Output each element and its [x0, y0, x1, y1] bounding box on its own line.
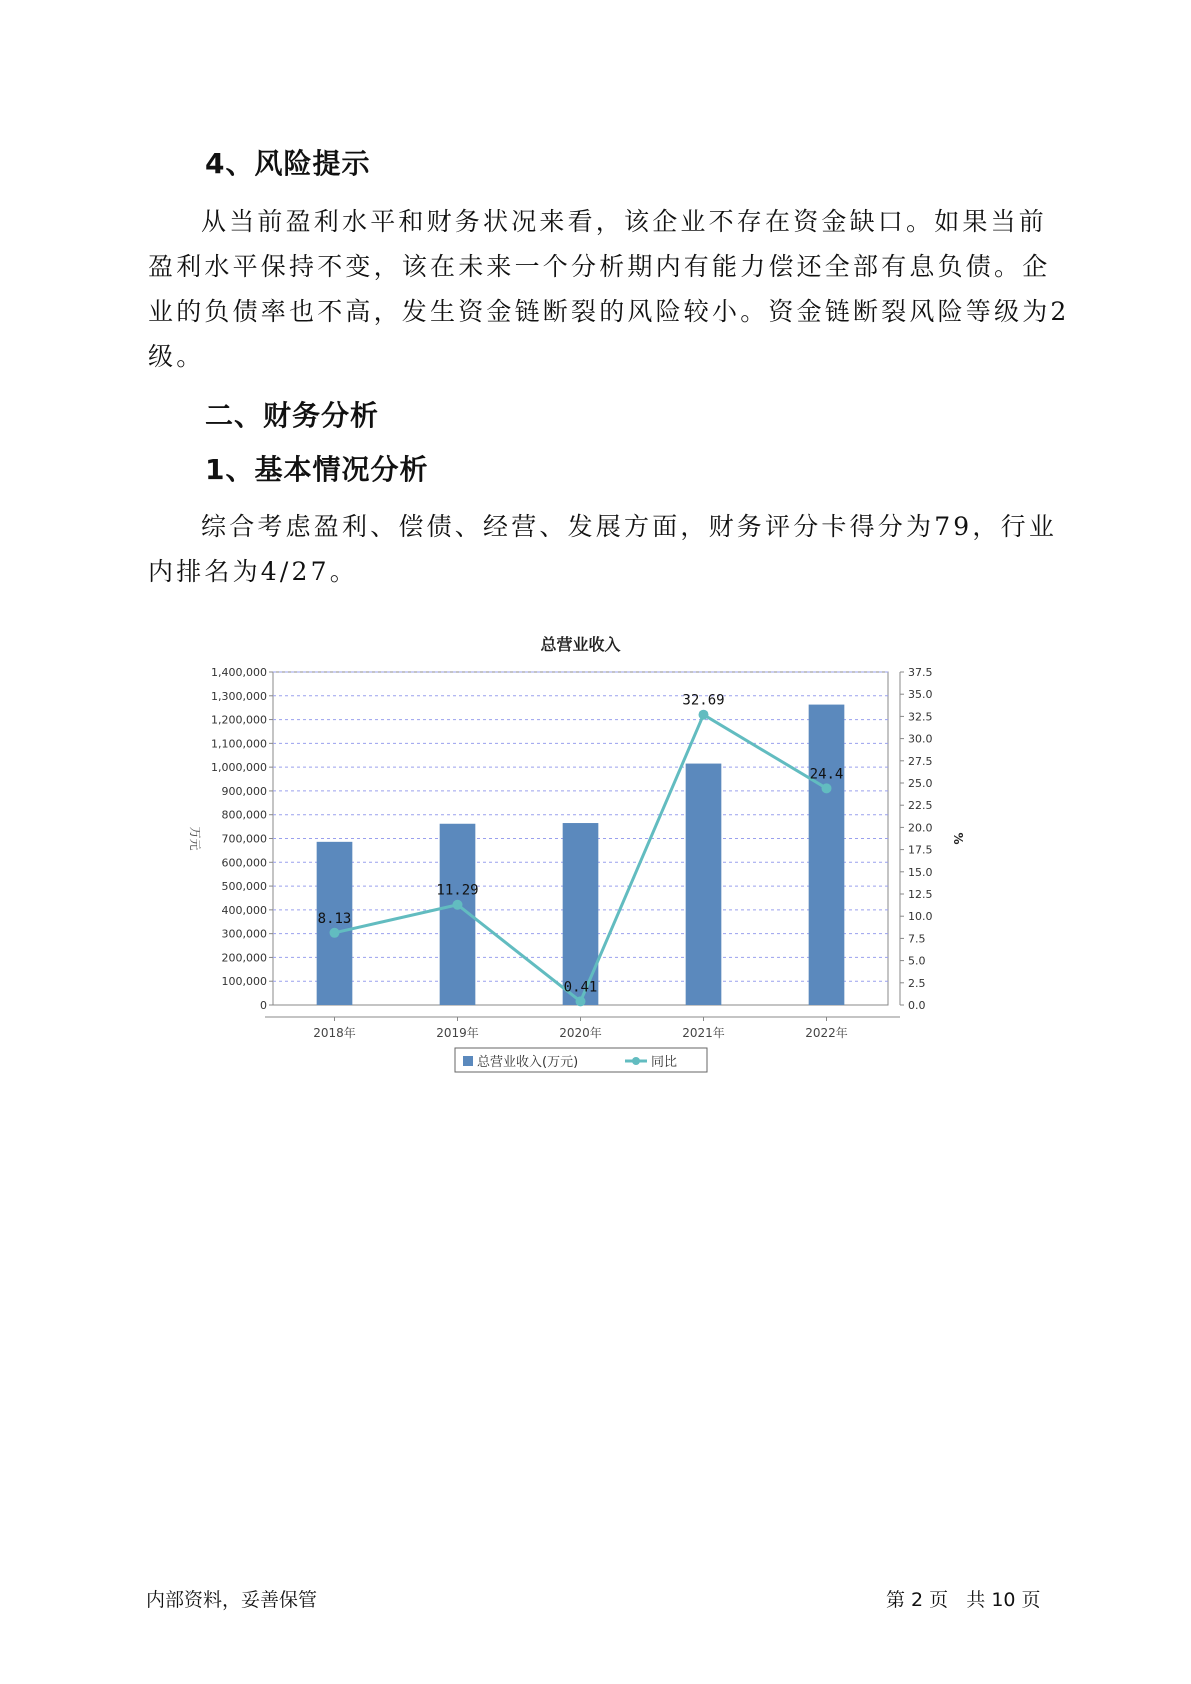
- y-right-tick-label: 37.5: [908, 666, 933, 679]
- y-right-tick-label: 35.0: [908, 688, 933, 702]
- y-left-tick-label: 300,000: [221, 927, 267, 941]
- x-tick-label: 2019年: [436, 1026, 479, 1040]
- revenue-chart-svg: [183, 620, 963, 1080]
- basic-analysis-line: 综合考虑盈利、偿债、经营、发展方面，财务评分卡得分为79，行业: [201, 512, 1058, 541]
- risk-paragraph-line: 盈利水平保持不变，该在未来一个分析期内有能力偿还全部有息负债。企: [148, 252, 1051, 281]
- y-left-axis-label: 万元: [188, 826, 202, 851]
- yoy-data-label: 24.4: [809, 766, 844, 783]
- legend-line-label: 同比: [651, 1055, 678, 1070]
- basic-analysis-heading: 1、基本情况分析: [205, 453, 429, 486]
- revenue-bar: [686, 764, 722, 1005]
- revenue-bar: [809, 705, 845, 1005]
- x-tick-label: 2022年: [805, 1026, 848, 1040]
- y-right-tick-label: 25.0: [908, 777, 933, 790]
- y-left-tick-label: 1,300,000: [211, 689, 267, 703]
- y-left-tick-label: 400,000: [221, 903, 267, 917]
- risk-paragraph-line: 级。: [148, 342, 205, 371]
- yoy-data-label: 8.13: [317, 910, 352, 927]
- y-left-tick-label: 600,000: [221, 856, 267, 870]
- yoy-point: [330, 928, 340, 938]
- y-left-tick-label: 100,000: [221, 975, 267, 989]
- y-right-tick-label: 17.5: [908, 843, 933, 857]
- y-right-tick-label: 15.0: [908, 865, 933, 879]
- legend-bar-label: 总营业收入(万元): [477, 1055, 579, 1070]
- y-right-tick-label: 5.0: [908, 954, 926, 968]
- yoy-point: [576, 996, 586, 1006]
- y-right-axis-label: %: [951, 832, 965, 845]
- chart-title: 总营业收入: [540, 635, 621, 654]
- revenue-bar: [563, 823, 599, 1005]
- y-left-tick-label: 1,000,000: [211, 761, 267, 775]
- y-left-tick-label: 200,000: [221, 951, 267, 965]
- legend-line-marker: [632, 1057, 640, 1065]
- y-right-tick-label: 0.0: [908, 999, 926, 1012]
- y-left-tick-label: 500,000: [221, 880, 267, 894]
- risk-paragraph-line: 业的负债率也不高，发生资金链断裂的风险较小。资金链断裂风险等级为2: [148, 297, 1070, 326]
- y-left-tick-label: 900,000: [221, 784, 267, 798]
- y-right-tick-label: 7.5: [908, 932, 926, 946]
- yoy-point: [822, 783, 832, 793]
- x-tick-label: 2021年: [682, 1026, 725, 1040]
- basic-analysis-paragraph: [148, 504, 1058, 594]
- risk-paragraph: [148, 199, 1070, 379]
- y-right-tick-label: 22.5: [908, 799, 933, 813]
- footer-confidential: 内部资料，妥善保管: [146, 1589, 318, 1611]
- yoy-point: [699, 710, 709, 720]
- risk-paragraph-line: 从当前盈利水平和财务状况来看，该企业不存在资金缺口。如果当前: [201, 207, 1048, 236]
- y-left-tick-label: 1,200,000: [211, 713, 267, 727]
- y-left-tick-label: 800,000: [221, 808, 267, 822]
- basic-analysis-line: 内排名为4/27。: [148, 557, 358, 586]
- y-right-tick-label: 27.5: [908, 754, 933, 768]
- yoy-data-label: 32.69: [682, 692, 725, 709]
- y-left-tick-label: 1,400,000: [211, 666, 267, 679]
- y-right-tick-label: 32.5: [908, 710, 933, 724]
- y-right-tick-label: 30.0: [908, 732, 933, 746]
- yoy-data-label: 11.29: [436, 882, 479, 899]
- y-right-tick-label: 2.5: [908, 976, 926, 990]
- y-right-tick-label: 20.0: [908, 821, 933, 835]
- x-tick-label: 2018年: [313, 1026, 356, 1040]
- yoy-data-label: 0.41: [563, 979, 598, 996]
- y-left-tick-label: 700,000: [221, 832, 267, 846]
- y-left-tick-label: 0: [260, 999, 267, 1012]
- revenue-chart: [183, 620, 963, 1080]
- y-right-tick-label: 10.0: [908, 910, 933, 924]
- y-left-tick-label: 1,100,000: [211, 737, 267, 751]
- risk-heading: 4、风险提示: [205, 147, 371, 180]
- y-right-tick-label: 12.5: [908, 888, 933, 901]
- footer-page-number: 第 2 页 共 10 页: [886, 1589, 1041, 1611]
- yoy-point: [453, 900, 463, 910]
- x-tick-label: 2020年: [559, 1026, 602, 1040]
- finance-heading: 二、财务分析: [205, 399, 380, 432]
- legend-bar-swatch: [463, 1056, 473, 1066]
